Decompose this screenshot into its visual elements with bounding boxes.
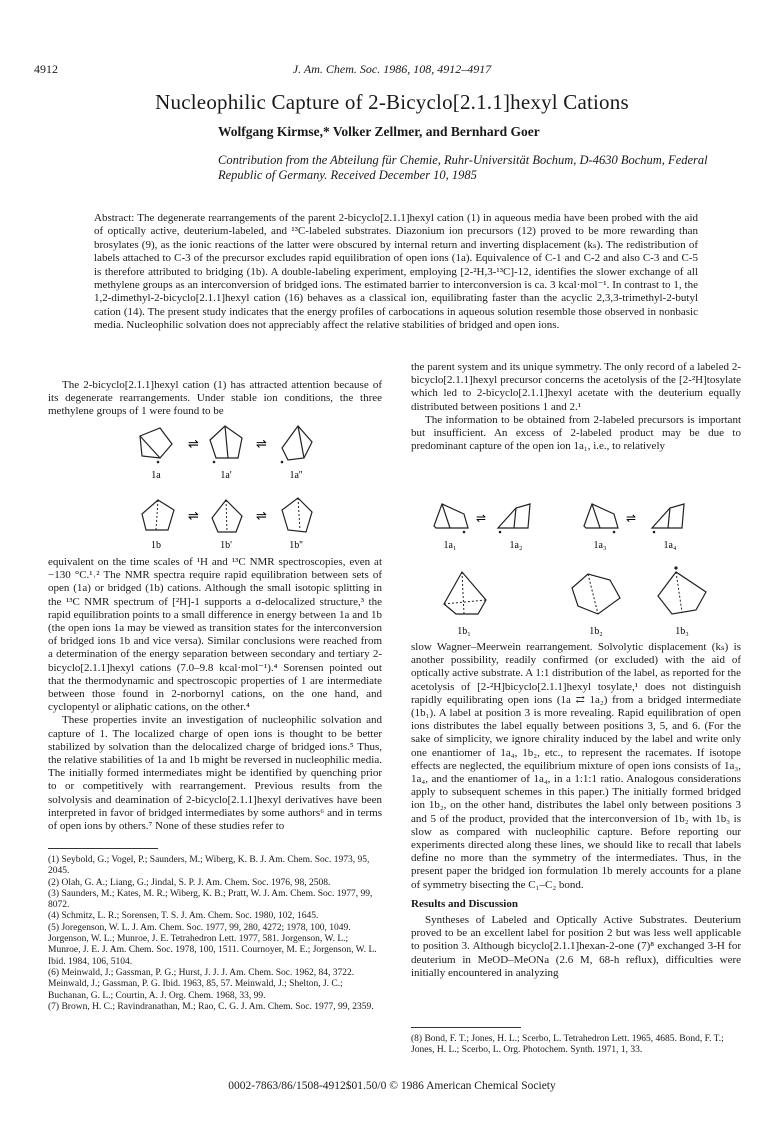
footnote: (6) Meinwald, J.; Gassman, P. G.; Hurst, J. J. J. Am. Chem. Soc. 1962, 84, 3722. Meinwald, J.; Gassman, P. G. Ibid. 1963, 85, 57. Meinwald, J.; Shelton, J. C.; Buchanan, G. L.; Courtin, A. J. Org. Chem. 1968, 33, 99. bbox=[48, 967, 355, 1001]
structure-1a1 bbox=[434, 504, 468, 533]
column-left-main bbox=[48, 556, 382, 833]
label-1a: 1a bbox=[151, 470, 161, 481]
scheme-2-structures bbox=[420, 492, 740, 642]
section-heading: Results and Discussion bbox=[411, 897, 518, 910]
label-1b-prime: 1b' bbox=[220, 540, 232, 551]
equilibrium-arrow: ⇌ bbox=[188, 509, 199, 524]
footnote: (4) Schmitz, L. R.; Sorensen, T. S. J. Am. Chem. Soc. 1980, 102, 1645. bbox=[48, 911, 319, 922]
footnote: (8) Bond, F. T.; Jones, H. L.; Scerbo, L. Tetrahedron Lett. 1965, 4685. Bond, F. T.; Jones, H. L.; Scerbo, L. Org. Photochem. Synth. 1971, 1, 33. bbox=[411, 1034, 724, 1056]
structure-1a4 bbox=[652, 504, 684, 533]
column-right-main bbox=[411, 641, 741, 980]
structure-1b2 bbox=[572, 574, 620, 614]
label-1a-prime: 1a' bbox=[220, 470, 232, 481]
label-1a4: 1a₄ bbox=[663, 540, 677, 551]
equilibrium-arrow: ⇌ bbox=[256, 437, 267, 452]
page-number: 4912 bbox=[34, 62, 58, 76]
structure-1b-prime bbox=[212, 500, 242, 532]
paragraph: These properties invite an investigation of nucleophilic solvation and capture of 1. The localized charge of open ions is thought to be better stabilized by solvation than the delocalized charge of bridged ions.⁵ Thus, the relative stabilities of 1a and 1b might be reversed in nucleophilic media. The initially formed intermediates might be identified by quenching prior to or competitively with rearrangement. Previous results from the solvolysis and deamination of 2-bicyclo[2.1.1]hexyl derivatives have been interpreted in favor of bridged intermediates by some authors⁶ and in terms of open ions by others.⁷ None of these studies refer to bbox=[48, 714, 382, 833]
structure-1b1 bbox=[444, 572, 486, 614]
structure-1a2 bbox=[498, 504, 530, 533]
affiliation: Contribution from the Abteilung für Chemie, Ruhr-Universität Bochum, D-4630 Bochum, Federal Republic of Germany. Received December 10, 1985 bbox=[218, 153, 708, 182]
equilibrium-arrow: ⇌ bbox=[626, 511, 637, 525]
label-1b2: 1b₂ bbox=[589, 626, 603, 637]
author-list: Wolfgang Kirmse,* Volker Zellmer, and Bernhard Goer bbox=[218, 124, 540, 139]
footnote: (2) Olah, G. A.; Liang, G.; Jindal, S. P. J. Am. Chem. Soc. 1976, 98, 2508. bbox=[48, 877, 331, 888]
paragraph: The information to be obtained from 2-labeled precursors is important but insufficient. An excess of 2-labeled product may be due to predominant capture of the open ion 1a₁, i.e., to relatively bbox=[411, 413, 741, 453]
footnote-divider bbox=[48, 848, 158, 849]
label-1b: 1b bbox=[151, 540, 161, 551]
label-1a1: 1a₁ bbox=[443, 540, 457, 551]
structure-1a-prime bbox=[210, 426, 242, 463]
equilibrium-arrow: ⇌ bbox=[476, 511, 487, 525]
footnotes-right bbox=[411, 1034, 741, 1057]
column-right-top bbox=[411, 361, 741, 453]
structure-1a-double-prime bbox=[281, 426, 312, 463]
label-1a3: 1a₃ bbox=[593, 540, 607, 551]
paragraph: The 2-bicyclo[2.1.1]hexyl cation (1) has attracted attention because of its degenerate rearrangements. Under stable ion conditions, the three methylene groups of 1 were found to be bbox=[48, 379, 382, 418]
paragraph: equivalent on the time scales of ¹H and ¹³C NMR spectroscopies, even at −130 °C.¹˒² The NMR spectra require rapid equilibration between sets of open (1a) or bridged (1b) cations. Although the small isotopic splitting in the ¹³C NMR spectrum of [²H]-1 supports a σ-delocalized structure,³ the rapid equilibration points to a small difference in energy between 1a and 1b (the open ions 1a may be viewed as transition states for the interconversion of bridged ions 1b and vice versa). Similar conclusions were reached from a determination of the energy separation between secondary and tertiary 2-bicyclo[2.1.1]hexyl cations (7.0–9.8 kcal·mol⁻¹).⁴ Sorensen pointed out that the thermodynamic and spectroscopic properties of 1 are intermediate between those found in 2-norbornyl cations, on the one hand, and cyclopentyl or aliphatic cations, on the other.⁴ bbox=[48, 556, 382, 714]
scheme-1-structures bbox=[60, 418, 370, 558]
label-1b1: 1b₁ bbox=[457, 626, 471, 637]
paragraph: the parent system and its unique symmetry. The only record of a labeled 2-bicyclo[2.1.1]hexyl precursor concerns the acetolysis of the [2-²H]tosylate which led to 2-bicyclo[2.1.1]hexyl acetate with the deuterium equally distributed between positions 1 and 2.¹ bbox=[411, 361, 741, 413]
footnote: (7) Brown, H. C.; Ravindranathan, M.; Rao, C. G. J. Am. Chem. Soc. 1977, 99, 2359. bbox=[48, 1001, 374, 1012]
equilibrium-arrow: ⇌ bbox=[188, 437, 199, 452]
paragraph: slow Wagner–Meerwein rearrangement. Solvolytic displacement (kₛ) is another possibility, readily confirmed (or excluded) with the aid of optically active substrate. A 1:1 distribution of the label, as reported for the acetolysis of [2-²H]bicyclo[2.1.1]hexyl tosylate,¹ does not distinguish rapidly equilibrating open ions (1a ⇄ 1a₂) from a bridged intermediate (1b₁). A label at position 3 is more revealing. Rapid equilibration of open ions distributes the label equally between positions 3, 5, and 6. (For the sake of simplicity, we ignore chirality induced by the label and write only one enantiomer of 1a₄, 1b₂, etc., to represent the racemates. If isotope effects are neglected, the equilibrium mixture of open ions consists of 1a₃, 1a₄, and the enantiomer of 1a₄, in a 1:1:1 ratio. Analogous considerations apply to subsequent schemes in this paper.) The initially formed bridged ion 1b₂, on the other hand, distributes the label only between positions 3 and 5 of the product, provided that the interconversion of 1b₂ with 1b₃ is slow as compared with nucleophilic capture. Before reporting our experiments directed along these lines, we should like to recall that labels define no more than the symmetry of the intermediates. Thus, in the present paper the bridged ion formulation 1b merely accounts for a plane of symmetry bisecting the C₁–C₂ bond. bbox=[411, 641, 741, 891]
label-1a-double-prime: 1a'' bbox=[289, 470, 303, 481]
label-1b-double-prime: 1b'' bbox=[289, 540, 303, 551]
structure-1a3 bbox=[584, 504, 618, 533]
footnote: (1) Seybold, G.; Vogel, P.; Saunders, M.; Wiberg, K. B. J. Am. Chem. Soc. 1973, 95, 2045. bbox=[48, 855, 370, 877]
paragraph: Syntheses of Labeled and Optically Active Substrates. Deuterium proved to be an excellent label for position 2 but was less well applicable to position 3. Although bicyclo[2.1.1]hexan-2-one (7)⁸ exchanged 3-H for deuterium in MeOD–MeONa (2.6 M, 68-h reflux), difficulties were initially encountered in analyzing bbox=[411, 914, 741, 979]
footnotes-left bbox=[48, 855, 382, 1013]
equilibrium-arrow: ⇌ bbox=[256, 509, 267, 524]
structure-1a bbox=[140, 428, 172, 463]
article-title: Nucleophilic Capture of 2-Bicyclo[2.1.1]hexyl Cations bbox=[155, 90, 629, 114]
structure-1b bbox=[142, 500, 174, 530]
journal-citation: J. Am. Chem. Soc. 1986, 108, 4912–4917 bbox=[292, 62, 492, 76]
structure-1b-double-prime bbox=[282, 498, 312, 532]
abstract: Abstract: The degenerate rearrangements of the parent 2-bicyclo[2.1.1]hexyl cation (1) in aqueous media have been probed with the aid of optically active, deuterium-labeled, and ¹³C-labeled substrates. Diazonium ion precursors (12) proved to be more rewarding than brosylates (9), as the ionic reactions of the latter were obscured by internal return and inverting displacement (kₛ). The redistribution of labels attached to C-3 of the precursor excludes rapid equilibration of open ions (1a). Equivalence of C-1 and C-2 and also C-3 and C-5 is therefore attributed to bridging (1b). A double-labeling experiment, employing [2-²H,3-¹³C]-12, identifies the slower exchange of all methylene groups as an interconversion of bridged ions. The estimated barrier to interconversion is ca. 3 kcal·mol⁻¹. In contrast to 1, the 1,2-dimethyl-2-bicyclo[2.1.1]hexyl cation (16) behaves as a classical ion, equilibrating faster than the acyclic 2,3,3-trimethyl-2-butyl cation (14). The present study indicates that the energy profiles of carbocations in aqueous solution resemble those observed in nonbasic media. Nucleophilic solvation does not appreciably affect the relative stabilities of bridged and open ions. bbox=[94, 212, 698, 332]
footnote: (3) Saunders, M.; Kates, M. R.; Wiberg, K. B.; Pratt, W. J. Am. Chem. Soc. 1977, 99, 8072. bbox=[48, 888, 373, 911]
label-1b3: 1b₃ bbox=[675, 626, 689, 637]
structure-1b3 bbox=[658, 566, 706, 614]
footnote-divider bbox=[411, 1027, 521, 1028]
footnote: (5) Joregenson, W. L. J. Am. Chem. Soc. 1977, 99, 280, 4272; 1978, 100, 1049. Jorgenson, W. L.; Munroe, J. E. Tetrahedron Lett. 1977, 581. Jorgenson, W. L.; Munroe, J. E. J. Am. Chem. Soc. 1978, 100, 1511. Cournoyer, M. E.; Jorgenson, W. L. Ibid. 1984, 106, 5104. bbox=[48, 922, 377, 967]
label-1a2: 1a₂ bbox=[509, 540, 523, 551]
page-footer: 0002-7863/86/1508-4912$01.50/0 © 1986 American Chemical Society bbox=[228, 1080, 556, 1092]
column-left-top bbox=[48, 379, 382, 419]
